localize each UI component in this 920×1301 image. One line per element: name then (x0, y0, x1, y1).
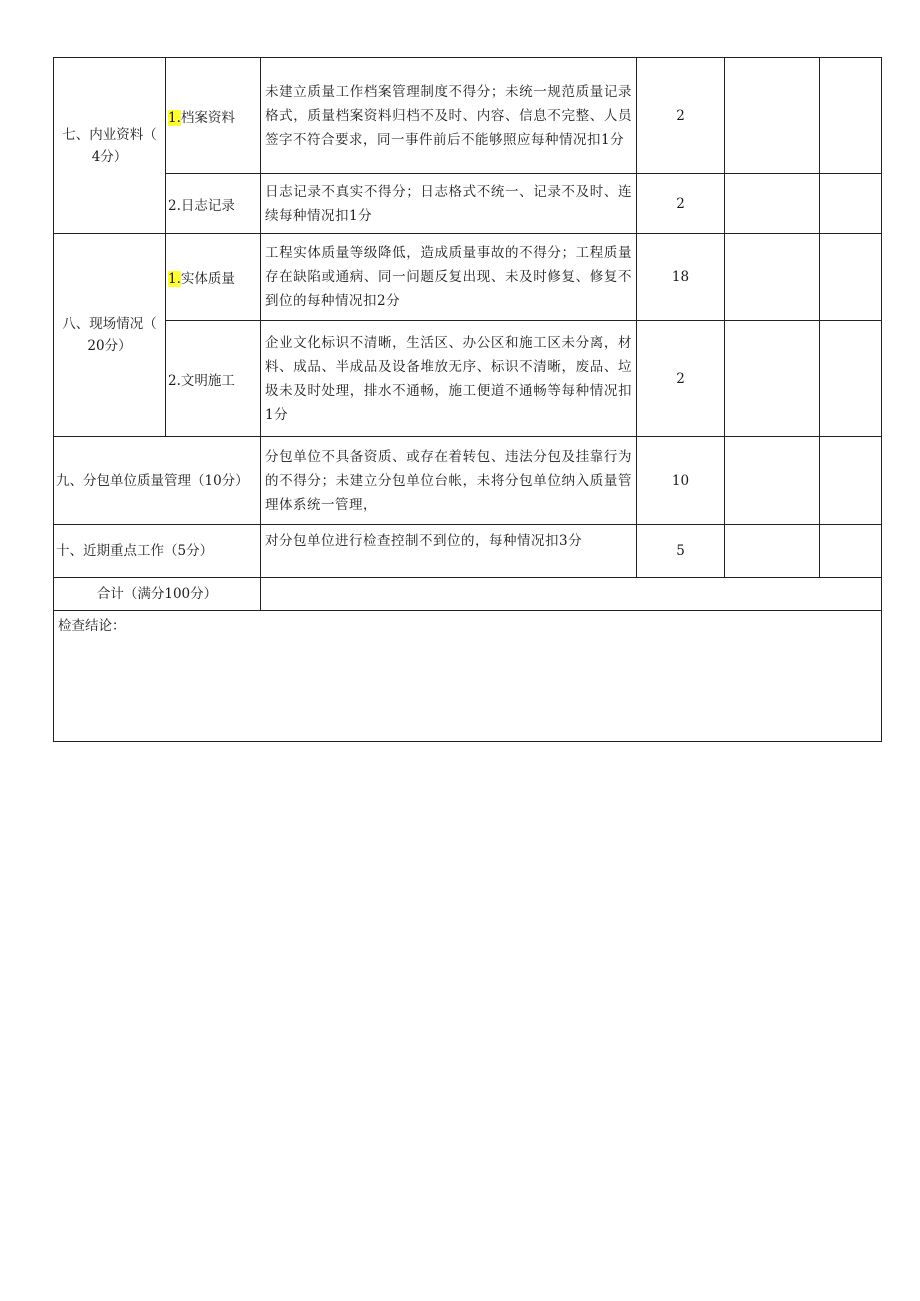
blank-cell (725, 321, 820, 437)
total-label: 合计（满分100分） (54, 578, 261, 611)
category-label-line1: 八、现场情况（ (62, 316, 157, 332)
blank-cell (725, 525, 820, 578)
criteria-cell: 工程实体质量等级降低，造成质量事故的不得分；工程质量存在缺陷或通病、同一问题反复出现、未及时修复、修复不到位的每种情况扣2分 (261, 234, 637, 321)
category-cell (54, 234, 166, 437)
total-value-cell (261, 578, 882, 611)
blank-cell (725, 437, 820, 525)
blank-cell (820, 437, 882, 525)
category-label-line2: 4分） (91, 148, 128, 165)
conclusion-label: 检查结论： (58, 618, 126, 634)
criteria-cell: 对分包单位进行检查控制不到位的，每种情况扣3分 (261, 525, 637, 578)
total-row (54, 578, 882, 611)
subitem-name: 档案资料 (180, 109, 235, 126)
blank-cell (820, 234, 882, 321)
inspection-score-sheet (53, 57, 881, 742)
table-row (54, 58, 882, 174)
criteria-cell: 未建立质量工作档案管理制度不得分；未统一规范质量记录格式，质量档案资料归档不及时、内容、信息不完整、人员签字不符合要求，同一事件前后不能够照应每种情况扣1分 (261, 58, 637, 174)
category-label-line2: 20分） (87, 338, 132, 354)
subitem-name: 日志记录 (180, 197, 235, 214)
table-row (54, 321, 882, 437)
criteria-cell: 日志记录不真实不得分；日志格式不统一、记录不及时、连续每种情况扣1分 (261, 174, 637, 234)
score-cell: 2 (637, 321, 725, 437)
subitem-number: 2. (168, 372, 181, 389)
subitem-name: 文明施工 (180, 372, 235, 389)
score-cell: 2 (637, 174, 725, 234)
subitem-cell (166, 234, 261, 321)
blank-cell (725, 58, 820, 174)
score-table (53, 57, 882, 742)
score-cell: 5 (637, 525, 725, 578)
subitem-cell (166, 321, 261, 437)
category-cell: 十、近期重点工作（5分） (54, 525, 261, 578)
subitem-number: 1. (168, 109, 181, 126)
category-cell (54, 58, 166, 234)
score-cell: 2 (637, 58, 725, 174)
table-row (54, 174, 882, 234)
criteria-cell: 分包单位不具备资质、或存在着转包、违法分包及挂靠行为的不得分；未建立分包单位台帐，未将分包单位纳入质量管理体系统一管理， (261, 437, 637, 525)
score-cell: 10 (637, 437, 725, 525)
subitem-number: 1. (168, 271, 181, 287)
subitem-cell (166, 174, 261, 234)
blank-cell (820, 174, 882, 234)
category-cell: 九、分包单位质量管理（10分） (54, 437, 261, 525)
conclusion-row (54, 611, 882, 742)
table-row (54, 437, 882, 525)
criteria-cell: 企业文化标识不清晰，生活区、办公区和施工区未分离，材料、成品、半成品及设备堆放无序、标识不清晰，废品、垃圾未及时处理，排水不通畅，施工便道不通畅等每种情况扣1分 (261, 321, 637, 437)
subitem-number: 2. (168, 197, 181, 214)
score-cell: 18 (637, 234, 725, 321)
subitem-cell (166, 58, 261, 174)
table-row (54, 234, 882, 321)
conclusion-cell (54, 611, 882, 742)
blank-cell (820, 321, 882, 437)
subitem-name: 实体质量 (180, 271, 235, 287)
blank-cell (725, 174, 820, 234)
blank-cell (820, 525, 882, 578)
blank-cell (725, 234, 820, 321)
blank-cell (820, 58, 882, 174)
category-label-line1: 七、内业资料（ (62, 126, 157, 143)
table-row (54, 525, 882, 578)
